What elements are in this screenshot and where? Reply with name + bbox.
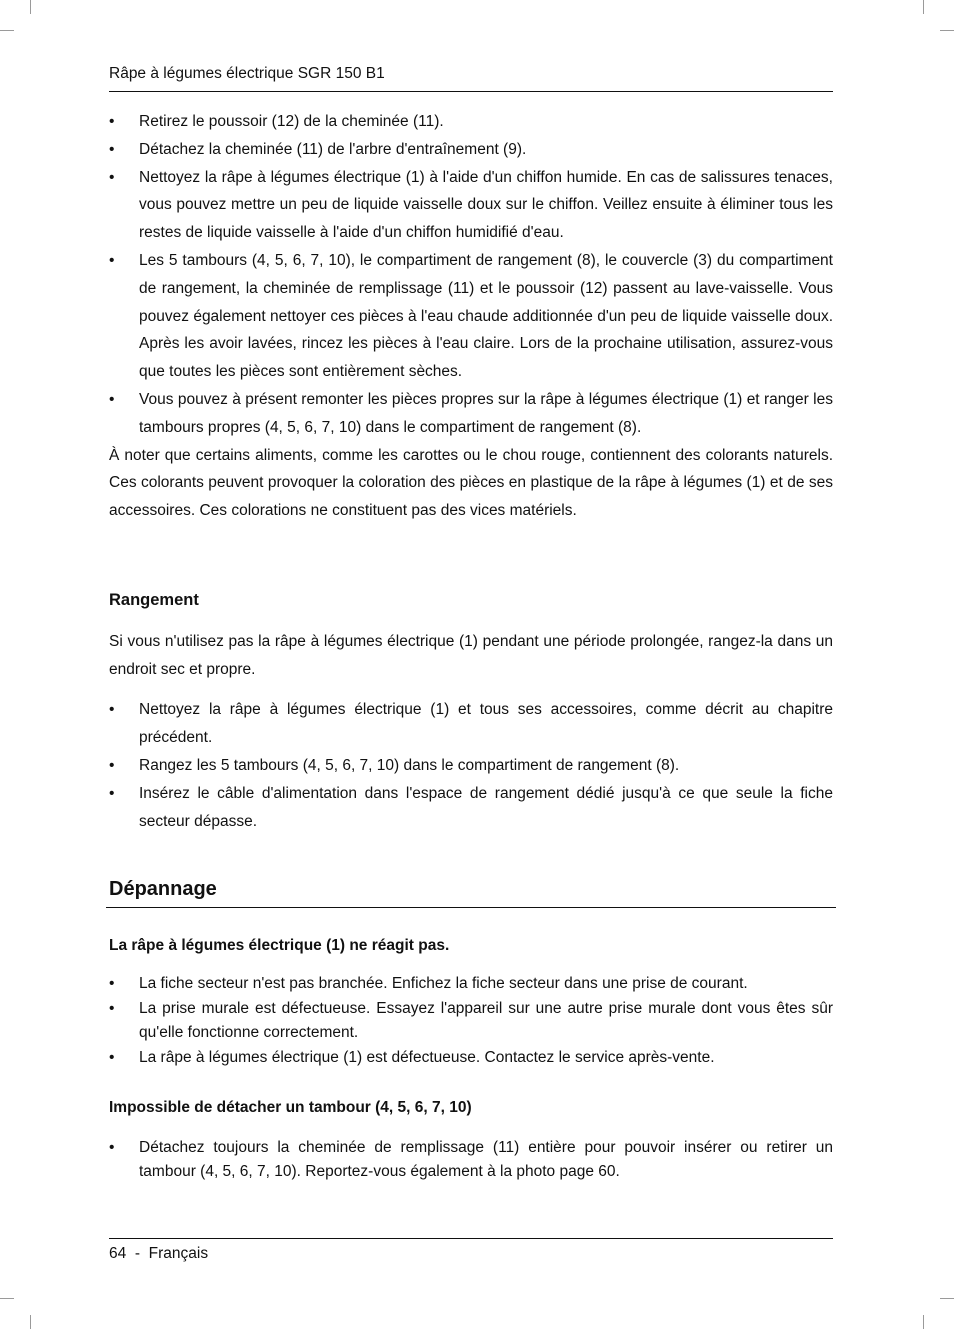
problem1-heading: La râpe à légumes électrique (1) ne réagit pas. bbox=[109, 937, 450, 955]
list-item: • Les 5 tambours (4, 5, 6, 7, 10), le compartiment de rangement (8), le couvercle (3) du compartiment de rangement, la cheminée de remplissage (11) et le poussoir (12) passent au lave-vaisselle. Vous pouvez également nettoyer ces pièces à l'eau chaude additionnée d'un peu de liquide vaisselle doux. Après les avoir lavées, rincez les pièces à l'eau claire. Lors de la prochaine utilisation, assurez-vous que toutes les pièces sont entièrement sèches. bbox=[109, 247, 833, 386]
list-item: • Retirez le poussoir (12) de la cheminée (11). bbox=[109, 108, 833, 136]
list-item: • Nettoyez la râpe à légumes électrique (1) à l'aide d'un chiffon humide. En cas de salissures tenaces, vous pouvez mettre un peu de liquide vaisselle doux sur le chiffon. Veillez ensuite à éliminer tous les restes de liquide vaisselle à l'aide d'un chiffon humidifié d'eau. bbox=[109, 164, 833, 247]
cleaning-note: À noter que certains aliments, comme les carottes ou le chou rouge, contiennent des colorants naturels. Ces colorants peuvent provoquer la coloration des pièces en plastique de la râpe à légumes (1) et de ses accessoires. Ces colorations ne constituent pas des vices matériels. bbox=[109, 446, 833, 520]
header-title: Râpe à légumes électrique SGR 150 B1 bbox=[109, 65, 385, 82]
list-item: • Vous pouvez à présent remonter les pièces propres sur la râpe à légumes électrique (1) et ranger les tambours propres (4, 5, 6, 7, 10) dans le compartiment de rangement (8). bbox=[109, 386, 833, 442]
crop-mark bbox=[30, 0, 31, 14]
crop-mark bbox=[923, 0, 924, 14]
crop-mark bbox=[0, 30, 14, 31]
storage-intro: Si vous n'utilisez pas la râpe à légumes électrique (1) pendant une période prolongée, rangez-la dans un endroit sec et propre. bbox=[109, 632, 833, 678]
footer-language: Français bbox=[148, 1245, 209, 1262]
page-header bbox=[109, 63, 833, 92]
list-item: • Détachez la cheminée (11) de l'arbre d'entraînement (9). bbox=[109, 136, 833, 164]
problem1-list bbox=[109, 972, 833, 1070]
troubleshooting-heading: Dépannage bbox=[106, 875, 836, 908]
crop-mark bbox=[940, 1298, 954, 1299]
crop-mark bbox=[923, 1315, 924, 1329]
page-footer bbox=[109, 1238, 833, 1265]
page-content bbox=[109, 108, 833, 1185]
list-item: • Rangez les 5 tambours (4, 5, 6, 7, 10) dans le compartiment de rangement (8). bbox=[109, 752, 833, 780]
problem2-heading: Impossible de détacher un tambour (4, 5, 6, 7, 10) bbox=[109, 1099, 472, 1117]
crop-mark bbox=[940, 30, 954, 31]
crop-mark bbox=[30, 1315, 31, 1329]
footer-separator: - bbox=[134, 1245, 141, 1262]
page-number: 64 bbox=[109, 1245, 127, 1262]
problem2-list bbox=[109, 1136, 833, 1185]
list-item: • Détachez toujours la cheminée de remplissage (11) entière pour pouvoir insérer ou retirer un tambour (4, 5, 6, 7, 10). Reportez-vous également à la photo page 60. bbox=[109, 1136, 833, 1185]
list-item: • Insérez le câble d'alimentation dans l'espace de rangement dédié jusqu'à ce que seule la fiche secteur dépasse. bbox=[109, 780, 833, 836]
list-item: • La fiche secteur n'est pas branchée. Enfichez la fiche secteur dans une prise de courant. bbox=[109, 972, 833, 997]
storage-heading: Rangement bbox=[109, 590, 199, 609]
cleaning-list bbox=[109, 108, 833, 442]
list-item: • La prise murale est défectueuse. Essayez l'appareil sur une autre prise murale dont vous êtes sûr qu'elle fonctionne correctement. bbox=[109, 997, 833, 1046]
storage-list bbox=[109, 696, 833, 835]
list-item: • La râpe à légumes électrique (1) est défectueuse. Contactez le service après-vente. bbox=[109, 1046, 833, 1071]
crop-mark bbox=[0, 1298, 14, 1299]
list-item: • Nettoyez la râpe à légumes électrique (1) et tous ses accessoires, comme décrit au chapitre précédent. bbox=[109, 696, 833, 752]
